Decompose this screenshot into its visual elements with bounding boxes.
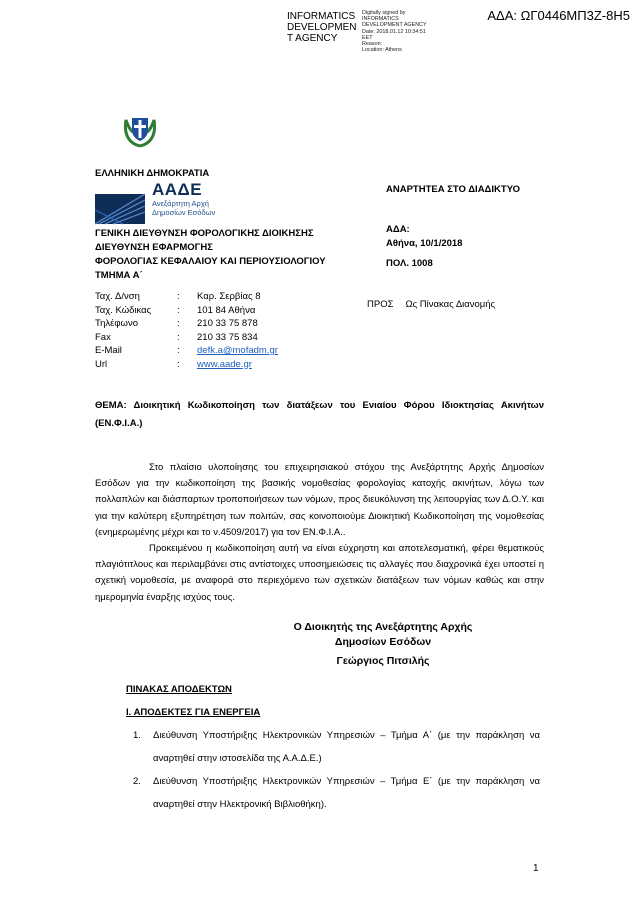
signature-detail-line: DEVELOPMENT AGENCY <box>362 22 427 29</box>
recipient-number: 1. <box>133 730 141 741</box>
department-line: ΤΜΗΜΑ Α΄ <box>95 270 143 281</box>
contact-separator: : <box>177 331 180 343</box>
department-block <box>95 227 365 283</box>
contact-row <box>95 290 317 304</box>
contact-separator: : <box>177 345 180 356</box>
contact-row <box>95 344 317 358</box>
contact-row <box>95 317 317 331</box>
signature-details <box>362 10 462 53</box>
country-name: ΕΛΛΗΝΙΚΗ ΔΗΜΟΚΡΑΤΙΑ <box>95 168 210 179</box>
pros-recipient: Ως Πίνακας Διανομής <box>405 299 496 310</box>
signature-detail-line: Digitally signed by <box>362 10 406 16</box>
pol-number: ΠΟΛ. 1008 <box>386 258 433 269</box>
contact-row <box>95 304 317 318</box>
contact-value: 210 33 75 878 <box>197 318 258 329</box>
recipient-text: Διεύθυνση Υποστήριξης Ηλεκτρονικών Υπηρεσιών – Τμήμα Α΄ (με την παράκληση να αναρτηθεί στην ιστοσελίδα της Α.Α.Δ.Ε.) <box>153 730 540 764</box>
logo-subtitle <box>152 199 215 217</box>
signatory-name: Γεώργιος Πιτσιλής <box>336 655 430 667</box>
contact-label: Fax <box>95 331 111 343</box>
contact-label: Url <box>95 358 108 370</box>
signature-detail-line: EET <box>362 34 373 41</box>
recipient-item <box>126 770 540 816</box>
ada-code: ΑΔΑ: ΩΓ0446ΜΠ3Ζ-8Η5 <box>487 8 630 23</box>
logo-title: ΑΑΔΕ <box>152 180 203 199</box>
signature-org-line: INFORMATICS <box>287 11 356 22</box>
contact-label: Ταχ. Κώδικας <box>95 304 152 316</box>
email-link[interactable]: defk.a@mofadm.gr <box>197 345 278 356</box>
internet-posting-note: ΑΝΑΡΤΗΤΕΑ ΣΤΟ ΔΙΑΔΙΚΤΥΟ <box>386 184 521 195</box>
recipient-item <box>126 724 540 770</box>
contact-value: 210 33 75 834 <box>197 331 258 343</box>
department-line: ΔΙΕΥΘΥΝΣΗ ΕΦΑΡΜΟΓΗΣ <box>95 242 213 253</box>
department-line: ΦΟΡΟΛΟΓΙΑΣ ΚΕΦΑΛΑΙΟΥ ΚΑΙ ΠΕΡΙΟΥΣΙΟΛΟΓΙΟΥ <box>95 256 326 267</box>
recipients-section: Ι. ΑΠΟΔΕΚΤΕΣ ΓΙΑ ΕΝΕΡΓΕΙΑ <box>126 707 261 718</box>
signature-org <box>287 11 357 44</box>
contact-separator: : <box>177 291 180 302</box>
body-paragraph: Στο πλαίσιο υλοποίησης του επιχειρησιακού στόχου της Ανεξάρτητης Αρχής Δημοσίων Εσόδων για την κωδικοποίηση της βασικής νομοθεσίας φορολογίας κατοχής ακινήτων, λόγω των πολλαπλών και διάσπαρτων τροποποιήσεων των νόμων, προς διευκόλυνση της λειτουργίας των Δ.Ο.Υ. και για την καλύτερη εξυπηρέτηση των πολιτών, σας κοινοποιούμε Διοικητική Κωδικοποίηση της νομοθεσίας (ενημερωμένης μέχρι και το ν.4509/2017) για τον ΕΝ.Φ.Ι.Α.. <box>95 462 544 538</box>
website-link[interactable]: www.aade.gr <box>197 358 252 370</box>
body-text <box>95 460 544 606</box>
contact-row <box>95 331 317 345</box>
recipient-line <box>367 299 495 310</box>
contact-value: Καρ. Σερβίας 8 <box>197 291 261 302</box>
signature-detail-line: INFORMATICS <box>362 16 399 23</box>
contact-label: Τηλέφωνο <box>95 318 138 329</box>
signature-detail-line: Reason: <box>362 41 383 48</box>
department-line: ΓΕΝΙΚΗ ΔΙΕΥΘΥΝΣΗ ΦΟΡΟΛΟΓΙΚΗΣ ΔΙΟΙΚΗΣΗΣ <box>95 228 314 239</box>
contact-separator: : <box>177 304 180 316</box>
greek-emblem-icon <box>121 110 159 150</box>
recipients-title: ΠΙΝΑΚΑΣ ΑΠΟΔΕΚΤΩΝ <box>126 684 232 695</box>
signatory-title-line1: Ο Διοικητής της Ανεξάρτητης Αρχής <box>293 621 473 633</box>
logo-subtitle-line: Δημοσίων Εσόδων <box>152 208 216 217</box>
body-paragraph: Προκειμένου η κωδικοποίηση αυτή να είναι εύχρηστη και αποτελεσματική, φέρει θεματικούς πλαγιότιτλους και περιλαμβάνει στις αντίστοιχες υποσημειώσεις τις αλλαγές που διαχρονικά έχει υποστεί η σχετική νομοθεσία, με αναφορά στο περιεχόμενο των σχετικών διατάξεων των νόμων καθώς και στην ημερομηνία έναρξης ισχύος τους. <box>95 543 544 603</box>
signature-detail-line: Location: Athens <box>362 47 402 54</box>
contact-value: 101 84 Αθήνα <box>197 304 256 316</box>
ada-label: ΑΔΑ: <box>386 224 410 235</box>
contact-separator: : <box>177 358 180 370</box>
contact-label: E-Mail <box>95 345 122 356</box>
signature-org-line: T AGENCY <box>287 33 338 44</box>
signatory-title-line2: Δημοσίων Εσόδων <box>334 636 432 648</box>
signature-detail-line: Date: 2018.01.12 10:34:51 <box>362 28 426 35</box>
place-date: Αθήνα, 10/1/2018 <box>386 238 463 249</box>
contact-block <box>95 290 317 371</box>
subject: ΘΕΜΑ: Διοικητική Κωδικοποίηση των διατάξεων του Ενιαίου Φόρου Ιδιοκτησίας Ακινήτων (ΕΝ.Φ.Ι.Α.) <box>95 400 544 429</box>
contact-separator: : <box>177 318 180 329</box>
signature-org-line: DEVELOPMEN <box>287 22 357 33</box>
contact-label: Ταχ. Δ/νση <box>95 291 140 302</box>
recipient-text: Διεύθυνση Υποστήριξης Ηλεκτρονικών Υπηρεσιών – Τμήμα Ε΄ (με την παράκληση να αναρτηθεί στην Ηλεκτρονική Βιβλιοθήκη). <box>153 776 540 810</box>
pros-label: ΠΡΟΣ <box>367 299 394 310</box>
recipient-number: 2. <box>133 776 141 787</box>
contact-row <box>95 358 317 372</box>
logo-subtitle-line: Ανεξάρτητη Αρχή <box>152 199 209 208</box>
page-number: 1 <box>533 863 539 874</box>
